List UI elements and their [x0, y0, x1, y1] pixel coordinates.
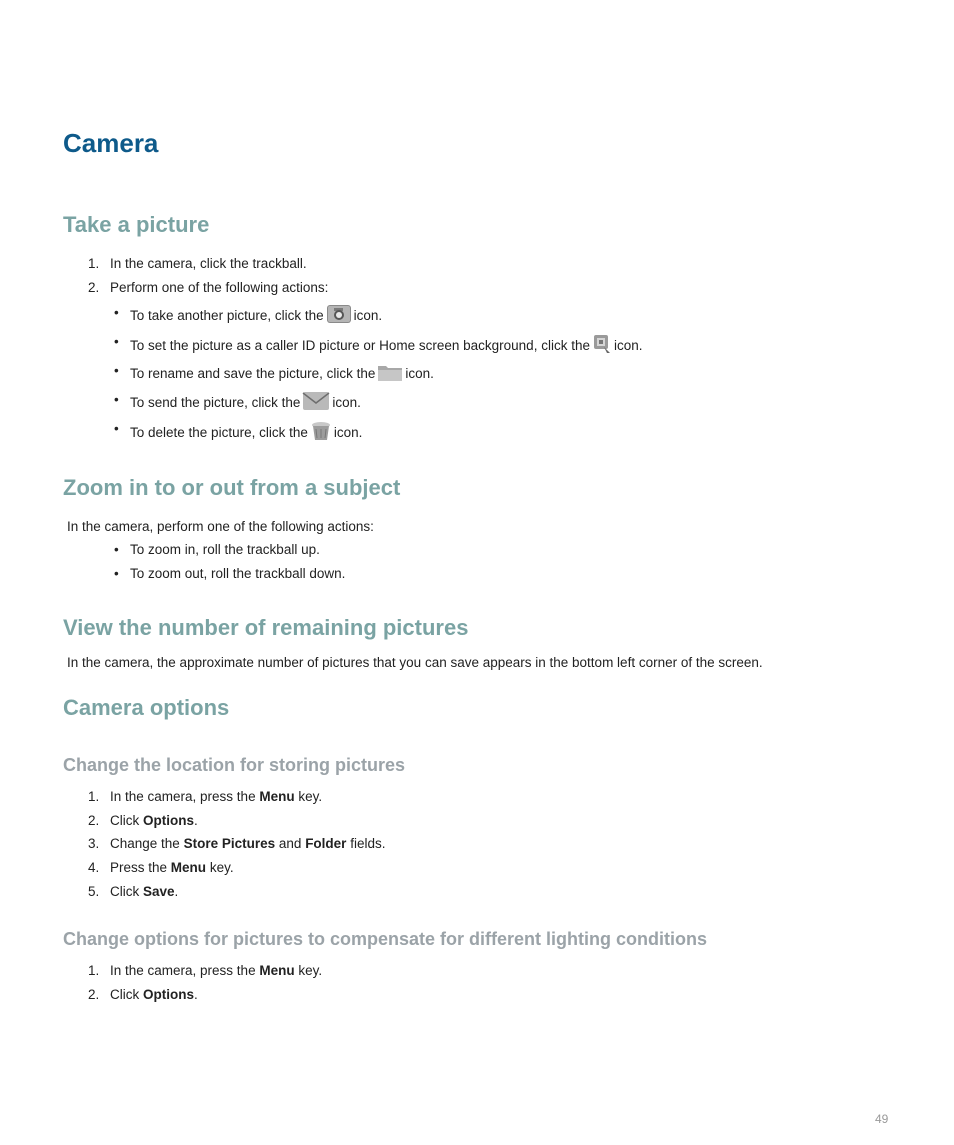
camera-icon: [326, 304, 352, 329]
bullet: •: [114, 421, 119, 436]
page-title: Camera: [63, 128, 159, 158]
step-text: Press the Menu key.: [110, 860, 234, 875]
list-item: To zoom in, roll the trackball up.: [130, 542, 320, 557]
list-item-text: To delete the picture, click the: [130, 425, 308, 441]
bullet: •: [114, 392, 119, 407]
list-item-text: To set the picture as a caller ID picture or Home screen background, click the: [130, 338, 590, 354]
envelope-icon: [302, 391, 330, 416]
paragraph: In the camera, perform one of the following actions:: [67, 519, 374, 534]
bullet: •: [114, 566, 119, 581]
bullet: •: [114, 542, 119, 557]
list-item-text: icon.: [613, 338, 643, 354]
set-picture-icon: [592, 333, 612, 360]
list-item: To zoom out, roll the trackball down.: [130, 566, 346, 581]
step-number: 1.: [88, 963, 100, 978]
list-item-text: icon.: [332, 395, 361, 411]
step-text: Click Options.: [110, 987, 198, 1002]
list-item-text: icon.: [353, 308, 383, 324]
list-item-text: To take another picture, click the: [130, 308, 324, 324]
step-text: Click Save.: [110, 884, 179, 899]
step-text: In the camera, press the Menu key.: [110, 963, 323, 978]
section-heading-take-picture: Take a picture: [63, 212, 210, 237]
list-item: [130, 420, 362, 447]
list-item: [130, 333, 643, 360]
list-item-text: To send the picture, click the: [130, 395, 301, 411]
section-heading-camera-options: Camera options: [63, 695, 230, 720]
list-item-text: icon.: [333, 425, 363, 441]
folder-icon: [377, 362, 403, 387]
step-text: Click Options.: [110, 813, 198, 828]
list-item: [130, 362, 434, 387]
subsection-heading-lighting: Change options for pictures to compensate for different lighting conditions: [63, 929, 708, 949]
step-number: 1.: [88, 789, 100, 804]
step-text: In the camera, click the trackball.: [110, 256, 307, 271]
section-heading-remaining: View the number of remaining pictures: [63, 615, 469, 640]
step-text: Change the Store Pictures and Folder fields.: [110, 836, 386, 851]
bullet: •: [114, 363, 119, 378]
subsection-heading-storing: Change the location for storing pictures: [63, 755, 406, 775]
step-text: In the camera, press the Menu key.: [110, 789, 323, 804]
paragraph: In the camera, the approximate number of pictures that you can save appears in the bottom left corner of the screen.: [67, 655, 763, 670]
step-number: 5.: [88, 884, 100, 899]
step-number: 2.: [88, 987, 100, 1002]
list-item-text: To rename and save the picture, click the: [130, 366, 376, 382]
page-number: 49: [875, 1112, 889, 1126]
list-item-text: icon.: [405, 366, 434, 382]
step-number: 4.: [88, 860, 100, 875]
list-item: [130, 391, 361, 416]
step-number: 2.: [88, 280, 100, 295]
bullet: •: [114, 334, 119, 349]
list-item: [130, 304, 382, 329]
step-text: Perform one of the following actions:: [110, 280, 329, 295]
trash-icon: [310, 420, 332, 447]
bullet: •: [114, 305, 119, 320]
step-number: 2.: [88, 813, 100, 828]
section-heading-zoom: Zoom in to or out from a subject: [63, 475, 401, 500]
step-number: 3.: [88, 836, 100, 851]
step-number: 1.: [88, 256, 100, 271]
